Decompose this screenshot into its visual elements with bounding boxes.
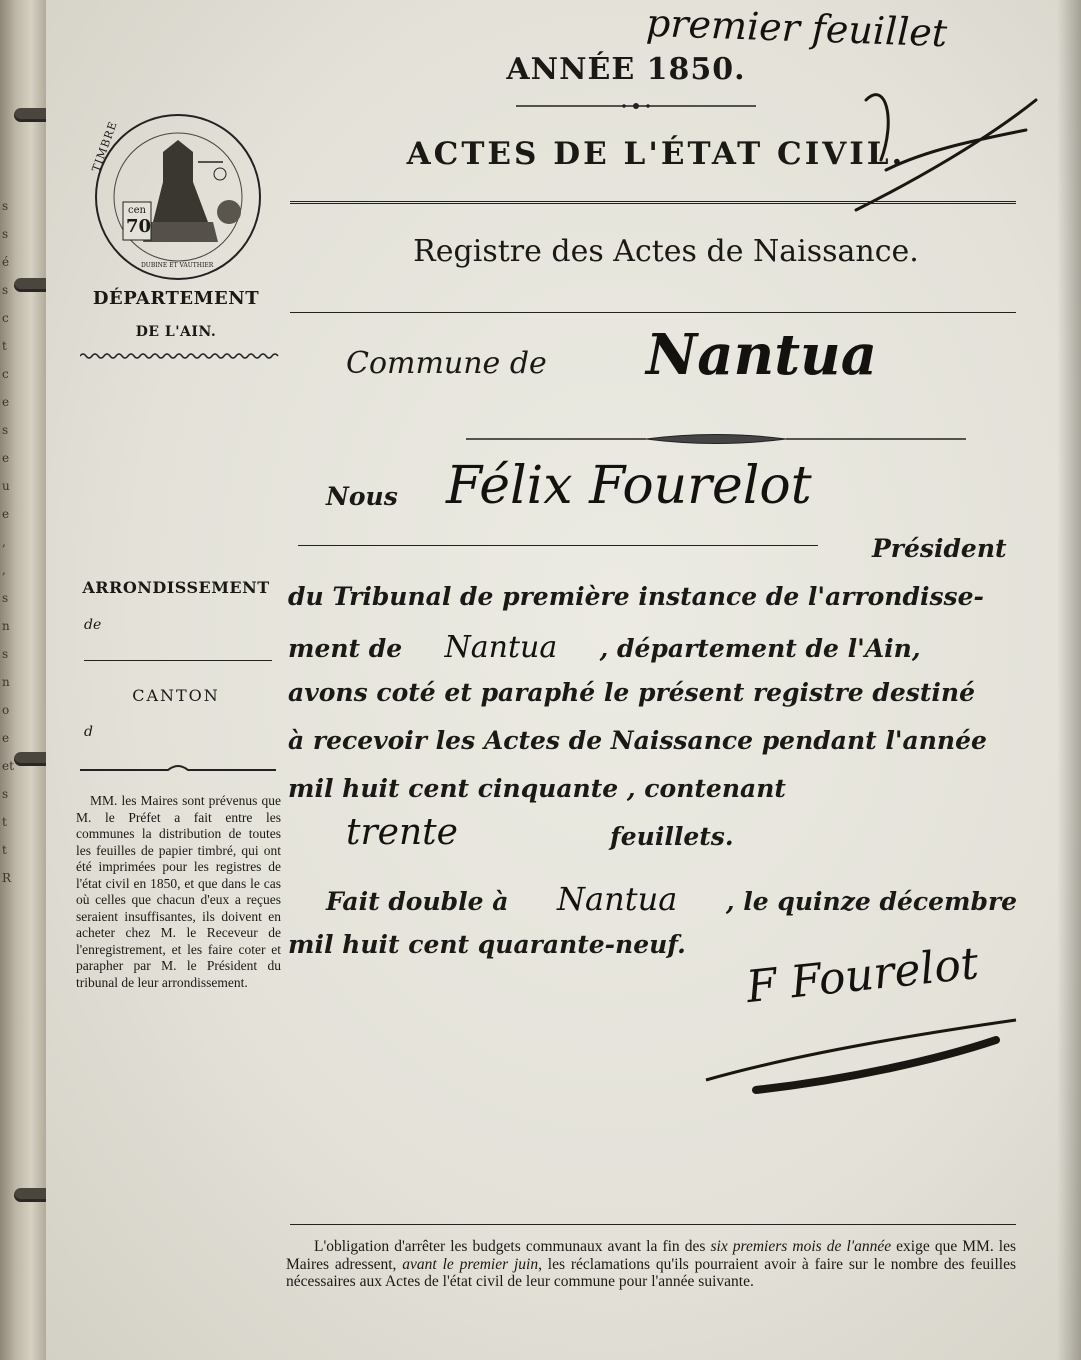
previous-page-letter: e <box>2 731 10 745</box>
arrondissement-rule <box>84 660 272 661</box>
footnote-text-2: exige que MM. les Maires adressent, <box>286 1238 1017 1273</box>
canton-label: CANTON <box>132 686 220 705</box>
body-line-tribunal: du Tribunal de première instance de l'arrondisse- <box>288 582 984 611</box>
maires-notice <box>76 793 281 991</box>
registre-subtitle: Registre des Actes de Naissance. <box>413 234 919 269</box>
stamp-value: 70 <box>126 216 152 237</box>
ornament-rule <box>516 100 756 112</box>
arrondissement-de: de <box>84 617 102 633</box>
president-name-handwritten: Félix Fourelot <box>446 456 812 516</box>
count-handwritten: trente <box>346 812 458 853</box>
fait-double-text: Fait double à <box>326 887 509 916</box>
previous-page-letter: et <box>2 759 14 773</box>
canton-d: d <box>84 724 93 740</box>
previous-page-letter: , <box>2 535 6 549</box>
previous-page-letter: t <box>2 339 7 353</box>
body-line-avons: avons coté et paraphé le présent registre destiné <box>288 678 975 707</box>
previous-page-letter: t <box>2 843 7 857</box>
previous-page-letter: s <box>2 283 9 297</box>
previous-page-letter: é <box>2 255 10 269</box>
signature-flourish <box>696 1000 1036 1110</box>
previous-page-letter: c <box>2 367 9 381</box>
body-line-quarante-neuf: mil huit cent quarante-neuf. <box>288 930 686 959</box>
president-label: Président <box>872 534 1007 563</box>
previous-page-letter: n <box>2 675 10 689</box>
previous-page-edge-text <box>2 200 14 900</box>
wavy-rule <box>80 352 280 360</box>
body-line-mil-huit: mil huit cent cinquante , contenant <box>288 774 786 803</box>
previous-page-letter: t <box>2 815 7 829</box>
ornament-rule <box>466 432 966 446</box>
feuillets-label: feuillets. <box>610 822 734 851</box>
previous-page-letter: s <box>2 787 9 801</box>
handwritten-premier-feuillet: premier feuillet <box>645 0 948 56</box>
previous-page-letter: e <box>2 395 10 409</box>
actes-title: ACTES DE L'ÉTAT CIVIL. <box>406 136 906 172</box>
footnote-text-3: , les réclamations qu'ils pourraient avoir à faire sur le nombre des feuilles nécessaires aux Actes de l'état civil de leur commune pour l'année suivante. <box>286 1255 1017 1290</box>
arrondissement-handwritten: Nantua <box>444 630 558 665</box>
arrondissement-label: ARRONDISSEMENT <box>82 578 270 597</box>
year-heading: ANNÉE 1850. <box>506 52 746 87</box>
ment-de-text: ment de <box>288 634 403 663</box>
body-line-recevoir: à recevoir les Actes de Naissance pendant l'année <box>288 726 987 755</box>
maires-notice-text: MM. les Maires sont prévenus que M. le Préfet a fait entre les communes la distribution de toutes les feuilles de papier timbré, qui ont été imprimées pour les registres de l'état civil en 1850, et que dans le cas où celles que chacun d'eux a reçues seraient insuffisantes, ils doivent en acheter chez M. le Receveur de l'enregistrement, et les faire coter et parapher par M. le Président du tribunal de leur arrondissement. <box>76 793 281 990</box>
previous-page-letter: c <box>2 311 9 325</box>
departement-text: , département de l'Ain, <box>599 634 921 663</box>
departement-label: DÉPARTEMENT <box>92 288 260 309</box>
fait-date-text: , le quinze décembre <box>725 887 1018 916</box>
commune-label: Commune de <box>346 346 547 381</box>
stamp-word: TIMBRE <box>89 119 120 174</box>
nous-label: Nous <box>326 482 398 511</box>
budget-footnote <box>286 1238 1016 1291</box>
de-l-ain-label: DE L'AIN. <box>135 324 217 340</box>
book-binding <box>0 0 52 1360</box>
footnote-text-1: L'obligation d'arrêter les budgets communaux avant la fin des <box>314 1238 706 1255</box>
footnote-rule <box>290 1224 1016 1225</box>
title-double-rule <box>290 201 1016 207</box>
name-rule <box>298 545 818 546</box>
stamp-maker: DUBINE ET VAUTHIER <box>141 262 214 269</box>
canton-ornament-rule <box>80 762 276 774</box>
previous-page-letter: s <box>2 199 9 213</box>
previous-page-letter: e <box>2 451 10 465</box>
footnote-italic-1: six premiers mois de l'année <box>710 1238 892 1255</box>
previous-page-letter: s <box>2 423 9 437</box>
body-line-ment-de <box>288 630 1018 665</box>
signature: F Fourelot <box>743 937 981 1014</box>
previous-page-letter: o <box>2 703 10 717</box>
commune-name-handwritten: Nantua <box>646 322 878 388</box>
fait-double-line <box>326 880 1056 918</box>
footnote-italic-2: avant le premier juin <box>402 1255 539 1273</box>
previous-page-letter: s <box>2 647 9 661</box>
previous-page-letter: s <box>2 227 9 241</box>
fait-lieu-handwritten: Nantua <box>557 880 678 918</box>
previous-page-letter: s <box>2 591 9 605</box>
stamp-cen: cen <box>128 205 146 216</box>
register-page <box>46 0 1081 1360</box>
previous-page-letter: u <box>2 479 10 493</box>
subtitle-rule <box>290 312 1016 313</box>
previous-page-letter: e <box>2 507 10 521</box>
previous-page-letter: R <box>2 871 12 885</box>
previous-page-letter: , <box>2 563 6 577</box>
previous-page-letter: n <box>2 619 10 633</box>
timbre-stamp <box>93 112 263 282</box>
